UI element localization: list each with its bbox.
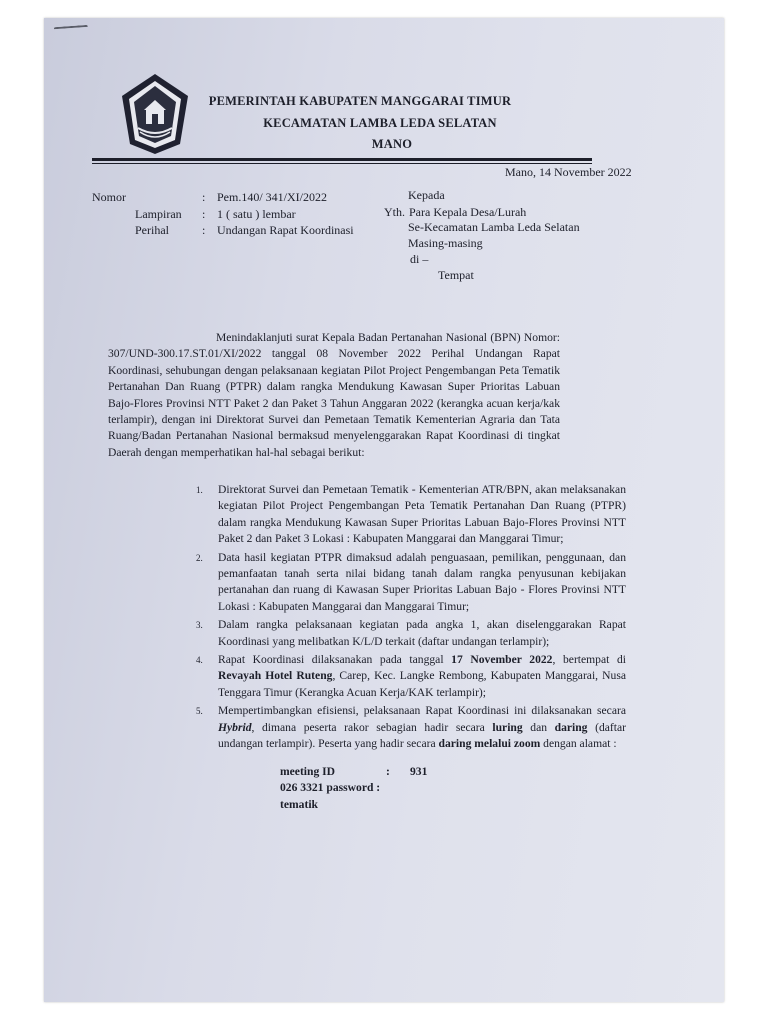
list-item-text-post: dengan alamat : [540,737,617,751]
list-item-text: Data hasil kegiatan PTPR dimaksud adalah penguasaan, pemilikan, penggunaan, dan pemanfaatan tanah serta nilai bidang tanah dalam rangka penyusunan kebijakan pertanahan dan ruang di Kawasan Super Prioritas Labuan Bajo - Flores Provinsi NTT Lokasi : Kabupaten Manggarai dan Manggarai Timur; [218,550,626,613]
list-number: 2. [196,552,203,563]
points-list [196,482,626,755]
meta-value-perihal: Undangan Rapat Koordinasi [217,223,354,237]
letterhead-rule-thin [92,163,592,164]
date-place: Mano, 14 November 2022 [505,165,632,179]
meta-colon: : [202,190,206,204]
list-item-text: Dalam rangka pelaksanaan kegiatan pada angka 1, akan diselenggarakan Rapat Koordinasi yang melibatkan K/L/D terkait (daftar undangan terlampir); [218,618,626,648]
list-item-text-mid: , dimana peserta rakor sebagian hadir secara [251,720,493,734]
list-item-text-mid3: (daftar undangan terlampir). Peserta yang hadir secara [218,720,626,751]
body-paragraph: Menindaklanjuti surat Kepala Badan Pertanahan Nasional (BPN) Nomor: 307/UND-300.17.ST.01/XI/2022 tanggal 08 November 2022 Perihal Undangan Rapat Koordinasi, sehubungan dengan pelaksanaan kegiatan Pilot Project Pengembangan Peta Tematik Pertanahan Dan Ruang (PTPR) dalam rangka Mendukung Kawasan Super Prioritas Labuan Bajo-Flores Provinsi NTT Paket 2 dan Paket 3 Tahun Anggaran 2022 (kerangka acuan kerja/kak terlampir), dengan ini Direktorat Survei dan Pemetaan Tematik Kementerian Agraria dan Tata Ruang/Badan Pertanahan Nasional bermaksud menyelenggarakan Rapat Koordinasi di tingkat Daerah dengan memperhatikan hal-hal sebagai berikut: [108,331,560,459]
list-item [196,550,626,616]
list-item [196,652,626,701]
list-item-text: Direktorat Survei dan Pemetaan Tematik - Kementerian ATR/BPN, akan melaksanakan kegiatan Pilot Project Pengembangan Peta Tematik Pertanahan Dan Ruang (PTPR) dalam rangka Mendukung Kawasan Super Prioritas Labuan Bajo-Flores Provinsi NTT Paket 2 dan Paket 3 Lokasi : Kabupaten Manggarai dan Manggarai Timur; [218,483,626,546]
list-number: 4. [196,655,203,666]
list-item [196,617,626,650]
meeting-date: 17 November 2022 [451,653,553,667]
letterhead-rule-thick [92,158,592,161]
list-number: 1. [196,485,203,495]
meta-value-nomor: Pem.140/ 341/XI/2022 [217,190,327,204]
recipient-line4: di – [410,252,429,266]
mode-daring: daring [554,720,588,734]
recipient-yth: Yth. [384,205,405,219]
list-item-text-pre: Mempertimbangkan efisiensi, pelaksanaan Rapat Koordinasi ini dilaksanakan secara [218,704,626,718]
recipient-line2: Se-Kecamatan Lamba Leda Selatan [408,220,580,234]
recipient-line3: Masing-masing [408,236,483,250]
list-number: 3. [196,620,203,631]
meta-label-lampiran: Lampiran [135,207,182,221]
zoom-line3: tematik [280,798,318,811]
zoom-colon: : [386,765,390,778]
list-item-text-mid: , bertempat di [552,653,626,667]
meta-value-lampiran: 1 ( satu ) lembar [217,207,296,221]
meta-colon: : [202,223,206,237]
recipient-line5: Tempat [438,268,474,282]
staple-mark [54,25,88,33]
list-number: 5. [196,706,203,717]
list-item [196,703,626,752]
letterhead-line2: KECAMATAN LAMBA LEDA SELATAN [263,116,497,130]
recipient-line1: Para Kepala Desa/Lurah [409,205,527,219]
list-item-text-mid2: dan [522,720,555,734]
regency-emblem-icon [118,72,192,156]
letterhead-line3: MANO [371,137,413,151]
list-item-text-post: , Carep, Kec. Langke Rembong, Kabupaten Manggarai, Nusa Tenggara Timur (Kerangka Acuan Kerja/KAK terlampir); [218,669,626,699]
zoom-line2: 026 3321 password : [280,781,381,794]
recipient-kepada: Kepada [408,188,445,202]
meeting-venue: Revayah Hotel Ruteng [218,669,333,683]
list-item-text-pre: Rapat Koordinasi dilaksanakan pada tanggal [218,653,452,667]
zoom-meeting-value: 931 [410,765,428,778]
mode-luring: luring [492,720,523,734]
meta-label-perihal: Perihal [135,223,169,237]
mode-hybrid: Hybrid [218,720,252,734]
mode-daring-zoom: daring melalui zoom [438,737,541,751]
meta-colon: : [202,207,206,221]
meta-label-nomor: Nomor [92,190,126,204]
list-item [196,482,626,548]
zoom-meeting-label: meeting ID [280,765,336,778]
letterhead-line1: PEMERINTAH KABUPATEN MANGGARAI TIMUR [208,94,512,108]
